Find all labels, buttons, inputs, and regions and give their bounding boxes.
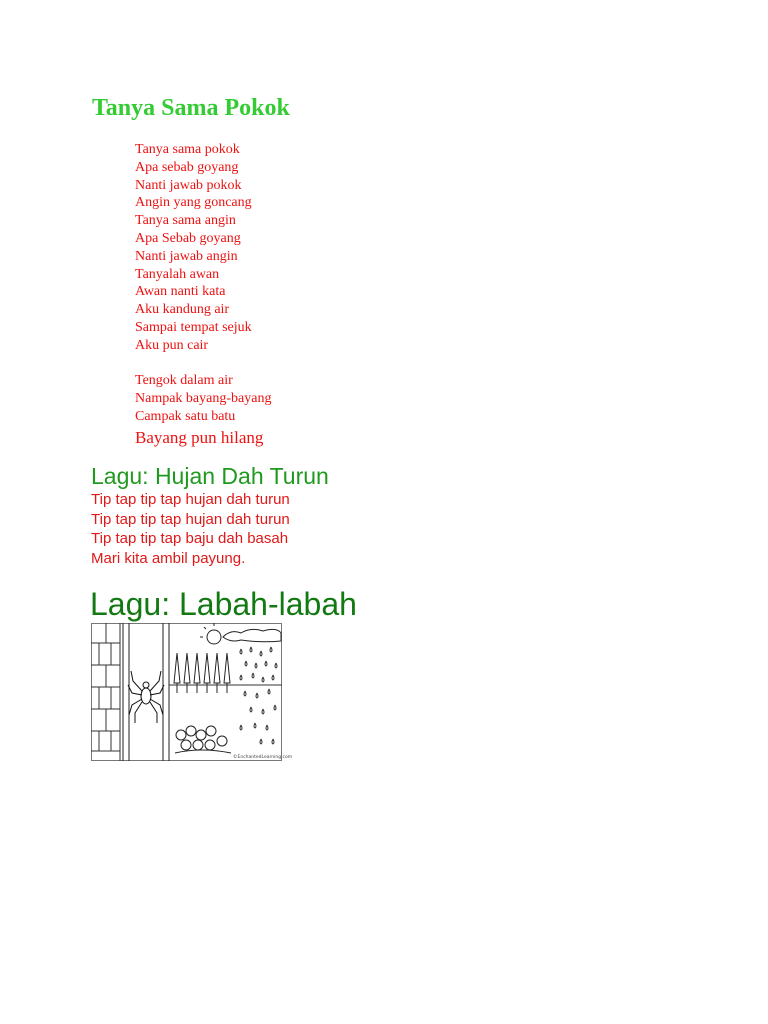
poem-line: Tengok dalam air: [135, 373, 233, 388]
poem-stanza-1: [135, 141, 252, 355]
poem-line: Apa Sebab goyang: [135, 230, 241, 246]
poem-line: Campak satu batu: [135, 408, 236, 424]
lyric-line: Tip tap tip tap hujan dah turun: [91, 491, 290, 508]
song-title-hujan: Lagu: Hujan Dah Turun: [91, 463, 329, 489]
illustration-credit: ©EnchantedLearning.com: [233, 755, 293, 760]
spider-song-illustration: [91, 623, 293, 761]
poem-line: Awan nanti kata: [135, 284, 226, 300]
song-title-labah: Lagu: Labah-labah: [90, 586, 357, 622]
spider-icon: [128, 671, 164, 723]
lyric-line: Tip tap tip tap hujan dah turun: [91, 510, 290, 528]
poem-stanza-2: [135, 372, 271, 449]
poem-line: Tanya sama angin: [135, 213, 236, 229]
brick-wall: [91, 623, 120, 761]
poem-line: Angin yang goncang: [135, 195, 252, 211]
poem-line: Aku pun cair: [135, 337, 209, 353]
poem-line: Aku kandung air: [135, 302, 230, 318]
poem-line: Bayang pun hilang: [135, 428, 264, 448]
lyric-line: Mari kita ambil payung.: [91, 550, 246, 568]
water-spout-icon: [123, 623, 169, 761]
poem-line: Nampak bayang-bayang: [135, 390, 272, 406]
flowers-icon: [175, 726, 231, 753]
poem-line: Sampai tempat sejuk: [135, 319, 252, 335]
lyric-line: Tip tap tip tap baju dah basah: [91, 530, 289, 548]
cloud-icon: [223, 629, 281, 641]
poem-line: Tanyalah awan: [135, 266, 220, 282]
poem-line: Tanya sama pokok: [135, 142, 240, 157]
page-title: Tanya Sama Pokok: [92, 95, 290, 121]
trees-icon: [174, 653, 230, 693]
poem-line: Apa sebab goyang: [135, 159, 239, 175]
poem-line: Nanti jawab pokok: [135, 177, 242, 193]
song-lyrics-hujan: [91, 490, 290, 569]
poem-line: Nanti jawab angin: [135, 248, 238, 264]
raindrops-icon: [240, 647, 277, 744]
sun-icon: [200, 623, 221, 644]
